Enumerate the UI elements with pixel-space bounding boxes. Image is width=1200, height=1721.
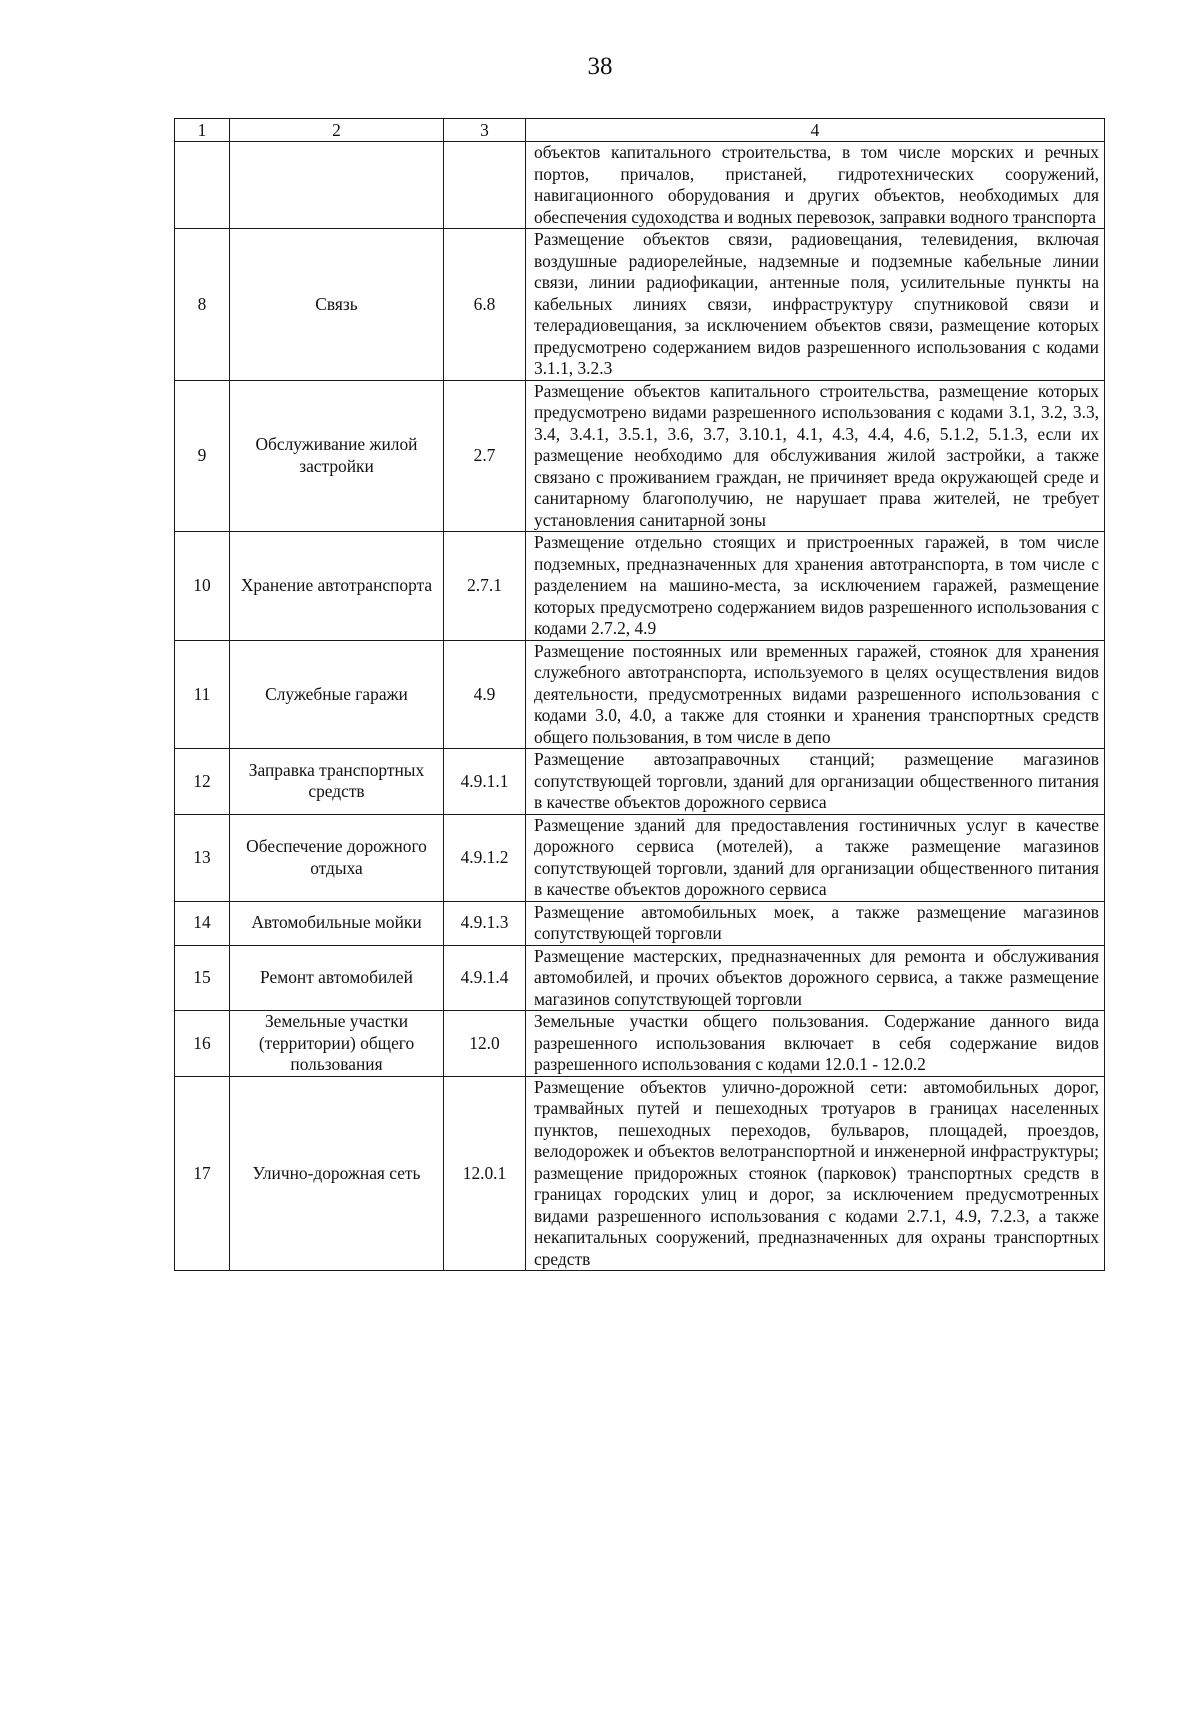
table-row	[175, 814, 1105, 901]
table-row	[175, 1076, 1105, 1271]
land-use-description: Размещение объектов улично-дорожной сети: автомобильных дорог, трамвайных путей и пешеходных тротуаров в границах населенных пунктов, пешеходных переходов, бульваров, площадей, проездов, велодорожек и объектов велотранспортной и инженерной инфраструктуры; размещение придорожных стоянок (парковок) транспортных средств в границах городских улиц и дорог, за исключением предусмотренных видами разрешенного использования с кодами 2.7.1, 4.9, 7.2.3, а также некапитальных сооружений, предназначенных для охраны транспортных средств	[526, 1076, 1105, 1271]
land-use-name: Улично-дорожная сеть	[230, 1076, 444, 1271]
land-use-name: Автомобильные мойки	[230, 901, 444, 945]
table-row	[175, 142, 1105, 229]
land-use-description: Земельные участки общего пользования. Содержание данного вида разрешенного использования включает в себя содержание видов разрешенного использования с кодами 12.0.1 - 12.0.2	[526, 1011, 1105, 1077]
table-row	[175, 640, 1105, 749]
row-number: 12	[175, 749, 230, 815]
land-use-description: Размещение автозаправочных станций; размещение магазинов сопутствующей торговли, зданий для организации общественного питания в качестве объектов дорожного сервиса	[526, 749, 1105, 815]
land-use-description: Размещение зданий для предоставления гостиничных услуг в качестве дорожного сервиса (мотелей), а также размещение магазинов сопутствующей торговли, зданий для организации общественного питания в качестве объектов дорожного сервиса	[526, 814, 1105, 901]
row-number: 9	[175, 380, 230, 532]
land-use-code: 4.9.1.2	[444, 814, 526, 901]
land-use-description: объектов капитального строительства, в том числе морских и речных портов, причалов, пристаней, гидротехнических сооружений, навигационного оборудования и других объектов, необходимых для обеспечения судоходства и водных перевозок, заправки водного транспорта	[526, 142, 1105, 229]
land-use-name	[230, 142, 444, 229]
page-number: 38	[587, 53, 613, 80]
land-use-name: Заправка транспортных средств	[230, 749, 444, 815]
land-use-description: Размещение отдельно стоящих и пристроенных гаражей, в том числе подземных, предназначенных для хранения автотранспорта, в том числе с разделением на машино-места, за исключением гаражей, размещение которых предусмотрено содержанием видов разрешенного использования с кодами 2.7.2, 4.9	[526, 532, 1105, 641]
row-number: 13	[175, 814, 230, 901]
table-row	[175, 1011, 1105, 1077]
header-col-1: 1	[175, 119, 230, 142]
table-row	[175, 749, 1105, 815]
land-use-code: 4.9	[444, 640, 526, 749]
land-use-code: 4.9.1.4	[444, 945, 526, 1011]
land-use-description: Размещение объектов капитального строительства, размещение которых предусмотрено видами разрешенного использования с кодами 3.1, 3.2, 3.3, 3.4, 3.4.1, 3.5.1, 3.6, 3.7, 3.10.1, 4.1, 4.3, 4.4, 4.6, 5.1.2, 5.1.3, если их размещение необходимо для обслуживания жилой застройки, а также связано с проживанием граждан, не причиняет вреда окружающей среде и санитарному благополучию, не нарушает права жителей, не требует установления санитарной зоны	[526, 380, 1105, 532]
table-row	[175, 229, 1105, 381]
land-use-name: Связь	[230, 229, 444, 381]
row-number: 15	[175, 945, 230, 1011]
table-header-row	[175, 119, 1105, 142]
land-use-description: Размещение постоянных или временных гаражей, стоянок для хранения служебного автотранспорта, используемого в целях осуществления видов деятельности, предусмотренных видами разрешенного использования с кодами 3.0, 4.0, а также для стоянки и хранения транспортных средств общего пользования, в том числе в депо	[526, 640, 1105, 749]
header-col-4: 4	[526, 119, 1105, 142]
land-use-code: 4.9.1.1	[444, 749, 526, 815]
land-use-name: Ремонт автомобилей	[230, 945, 444, 1011]
table-row	[175, 380, 1105, 532]
land-use-name: Земельные участки (территории) общего пользования	[230, 1011, 444, 1077]
row-number: 11	[175, 640, 230, 749]
land-use-name: Служебные гаражи	[230, 640, 444, 749]
row-number: 8	[175, 229, 230, 381]
land-use-code: 12.0.1	[444, 1076, 526, 1271]
row-number: 16	[175, 1011, 230, 1077]
land-use-code	[444, 142, 526, 229]
row-number: 10	[175, 532, 230, 641]
land-use-description: Размещение автомобильных моек, а также размещение магазинов сопутствующей торговли	[526, 901, 1105, 945]
table-row	[175, 901, 1105, 945]
land-use-code: 2.7	[444, 380, 526, 532]
row-number: 14	[175, 901, 230, 945]
table-row	[175, 532, 1105, 641]
row-number	[175, 142, 230, 229]
row-number: 17	[175, 1076, 230, 1271]
header-col-2: 2	[230, 119, 444, 142]
land-use-code: 12.0	[444, 1011, 526, 1077]
land-use-table	[174, 118, 1105, 1271]
table-row	[175, 945, 1105, 1011]
land-use-name: Обслуживание жилой застройки	[230, 380, 444, 532]
land-use-description: Размещение объектов связи, радиовещания, телевидения, включая воздушные радиорелейные, надземные и подземные кабельные линии связи, линии радиофикации, антенные поля, усилительные пункты на кабельных линиях связи, инфраструктуру спутниковой связи и телерадиовещания, за исключением объектов связи, размещение которых предусмотрено содержанием видов разрешенного использования с кодами 3.1.1, 3.2.3	[526, 229, 1105, 381]
land-use-code: 6.8	[444, 229, 526, 381]
land-use-name: Хранение автотранспорта	[230, 532, 444, 641]
land-use-code: 4.9.1.3	[444, 901, 526, 945]
land-use-description: Размещение мастерских, предназначенных для ремонта и обслуживания автомобилей, и прочих объектов дорожного сервиса, а также размещение магазинов сопутствующей торговли	[526, 945, 1105, 1011]
land-use-code: 2.7.1	[444, 532, 526, 641]
header-col-3: 3	[444, 119, 526, 142]
land-use-name: Обеспечение дорожного отдыха	[230, 814, 444, 901]
